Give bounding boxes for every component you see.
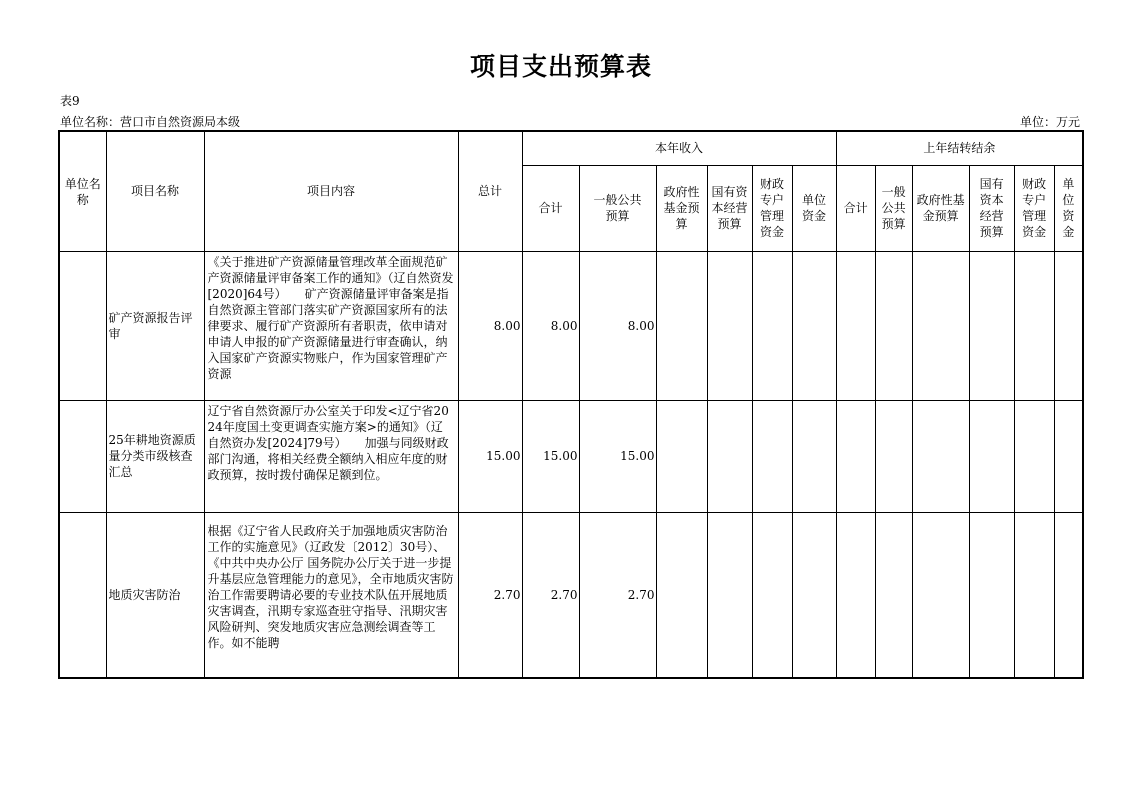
header-current-state-capital: 国有资本经营预算: [707, 165, 752, 251]
cell-project-content: 根据《辽宁省人民政府关于加强地质灾害防治工作的实施意见》（辽政发〔2012〕30号）、《中共中央办公厅 国务院办公厅关于进一步提升基层应急管理能力的意见》，全市地质灾害防治工作需要聘请必要的专业技术队伍开展地质灾害调查，汛期专家巡查驻守指导、汛期灾害风险研判、突发地质灾害应急测绘调查等工作。如不能聘: [204, 512, 458, 678]
cell-empty: [707, 400, 752, 512]
header-prior-balance: 上年结转结余: [836, 131, 1083, 165]
cell-total: 2.70: [458, 512, 522, 678]
cell-project-name: 矿产资源报告评审: [106, 251, 204, 400]
cell-unit: [59, 512, 106, 678]
cell-empty: [836, 251, 875, 400]
header-prior-state-capital: 国有资本经营预算: [969, 165, 1014, 251]
header-current-gov-fund: 政府性基金预算: [656, 165, 707, 251]
cell-empty: [656, 512, 707, 678]
cell-unit: [59, 251, 106, 400]
cell-project-content: 辽宁省自然资源厅办公室关于印发<辽宁省2024年度国土变更调查实施方案>的通知》（辽自然资办发[2024]79号） 加强与同级财政部门沟通，将相关经费全额纳入相应年度的财政预算，按时拨付确保足额到位。: [204, 400, 458, 512]
cell-empty: [836, 512, 875, 678]
cell-project-name: 25年耕地资源质量分类市级核查汇总: [106, 400, 204, 512]
table-row: [59, 400, 1083, 512]
cell-empty: [792, 512, 836, 678]
cell-empty: [1054, 512, 1083, 678]
cell-project-name: 地质灾害防治: [106, 512, 204, 678]
table-row: [59, 251, 1083, 400]
header-prior-general-public: 一般公共预算: [875, 165, 912, 251]
table-number: 表9: [60, 94, 80, 108]
cell-empty: [969, 512, 1014, 678]
header-current-special-fund: 财政专户管理资金: [752, 165, 792, 251]
cell-empty: [1014, 251, 1054, 400]
header-current-unit-fund: 单位资金: [792, 165, 836, 251]
header-prior-special-fund: 财政专户管理资金: [1014, 165, 1054, 251]
cell-unit: [59, 400, 106, 512]
cell-current-subtotal: 8.00: [522, 251, 579, 400]
cell-current-general-public: 8.00: [579, 251, 656, 400]
cell-empty: [1014, 512, 1054, 678]
cell-empty: [656, 400, 707, 512]
header-current-subtotal: 合计: [522, 165, 579, 251]
table-row: [59, 512, 1083, 678]
header-prior-unit-fund: 单位资金: [1054, 165, 1083, 251]
cell-total: 8.00: [458, 251, 522, 400]
header-prior-subtotal: 合计: [836, 165, 875, 251]
cell-empty: [1014, 400, 1054, 512]
cell-empty: [1054, 251, 1083, 400]
cell-empty: [875, 400, 912, 512]
budget-table: [58, 130, 1084, 679]
cell-total: 15.00: [458, 400, 522, 512]
cell-empty: [969, 400, 1014, 512]
header-project-name: 项目名称: [106, 131, 204, 251]
cell-empty: [707, 251, 752, 400]
unit-name-label: 单位名称：营口市自然资源局本级: [60, 115, 241, 129]
cell-empty: [707, 512, 752, 678]
cell-empty: [656, 251, 707, 400]
cell-empty: [792, 251, 836, 400]
cell-empty: [912, 400, 969, 512]
cell-empty: [969, 251, 1014, 400]
cell-empty: [1054, 400, 1083, 512]
cell-empty: [912, 512, 969, 678]
cell-project-content: 《关于推进矿产资源储量管理改革全面规范矿产资源储量评审备案工作的通知》（辽自然资发[2020]64号） 矿产资源储量评审备案是指自然资源主管部门落实矿产资源国家所有的法律要求、履行矿产资源所有者职责，依申请对申请人申报的矿产资源储量进行审查确认，纳入国家矿产资源实物账户，作为国家管理矿产资源: [204, 251, 458, 400]
header-current-general-public: 一般公共预算: [579, 165, 656, 251]
cell-empty: [752, 251, 792, 400]
header-unit-name: 单位名称: [59, 131, 106, 251]
cell-empty: [875, 512, 912, 678]
cell-current-subtotal: 15.00: [522, 400, 579, 512]
cell-empty: [752, 400, 792, 512]
cell-empty: [752, 512, 792, 678]
cell-current-general-public: 2.70: [579, 512, 656, 678]
cell-current-general-public: 15.00: [579, 400, 656, 512]
header-current-income: 本年收入: [522, 131, 836, 165]
cell-empty: [912, 251, 969, 400]
cell-empty: [836, 400, 875, 512]
page-title: 项目支出预算表: [469, 52, 652, 81]
currency-unit-label: 单位：万元: [1019, 115, 1080, 129]
header-total: 总计: [458, 131, 522, 251]
header-prior-gov-fund: 政府性基金预算: [912, 165, 969, 251]
cell-current-subtotal: 2.70: [522, 512, 579, 678]
cell-empty: [875, 251, 912, 400]
cell-empty: [792, 400, 836, 512]
header-project-content: 项目内容: [204, 131, 458, 251]
